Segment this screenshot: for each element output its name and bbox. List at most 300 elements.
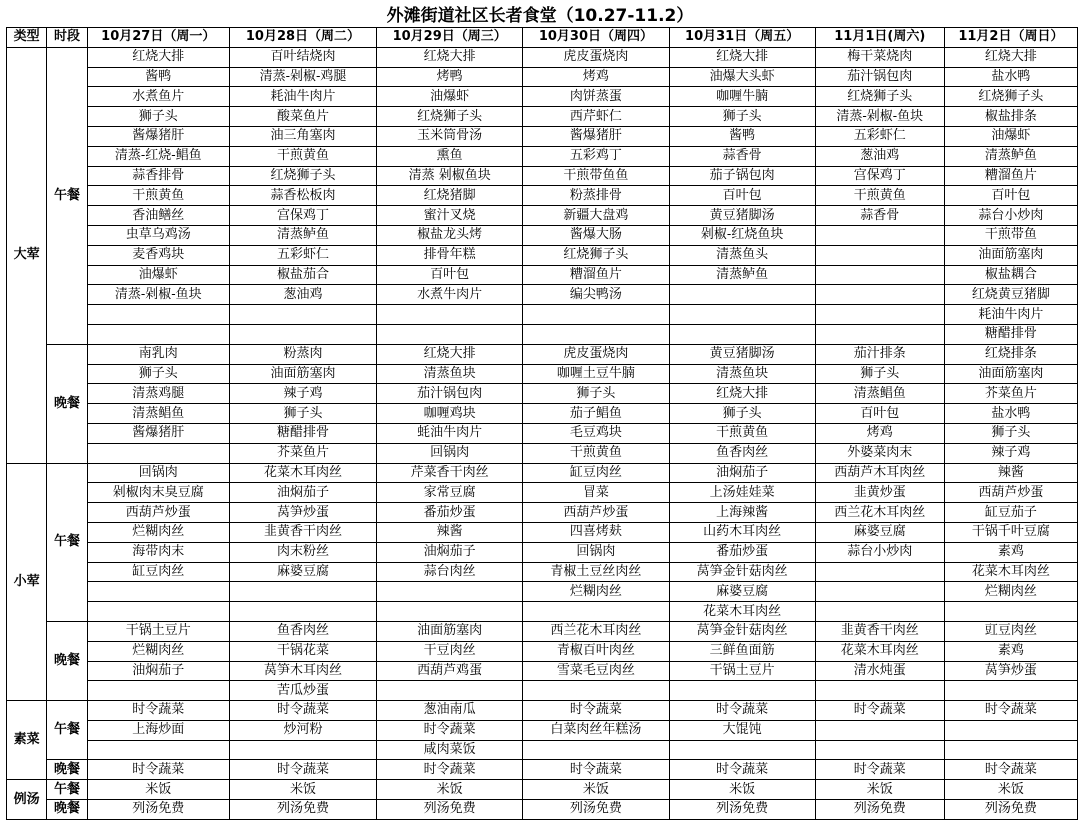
dish-cell: 盐水鸭 [944, 67, 1077, 87]
dish-cell [523, 324, 669, 344]
dish-cell: 西芹虾仁 [523, 107, 669, 127]
dish-cell: 蒜香松板肉 [229, 186, 376, 206]
dish-cell: 百叶结烧肉 [229, 47, 376, 67]
dish-cell: 西兰花木耳肉丝 [523, 621, 669, 641]
dish-cell: 红烧狮子头 [523, 245, 669, 265]
dish-cell: 狮子头 [87, 107, 229, 127]
dish-cell: 椒盐茄合 [229, 265, 376, 285]
dish-cell: 清蒸鱼头 [669, 245, 815, 265]
dish-cell: 葱油南瓜 [377, 701, 523, 721]
dish-cell: 剁椒-红烧鱼块 [669, 225, 815, 245]
dish-cell: 玉米筒骨汤 [377, 126, 523, 146]
dish-cell: 毛豆鸡块 [523, 423, 669, 443]
dish-cell: 狮子头 [669, 404, 815, 424]
table-row [7, 641, 1078, 661]
dish-cell: 宫保鸡丁 [229, 206, 376, 226]
dish-cell: 耗油牛肉片 [229, 87, 376, 107]
dish-cell: 葱油鸡 [229, 285, 376, 305]
dish-cell: 虫草乌鸡汤 [87, 225, 229, 245]
dish-cell: 狮子头 [815, 364, 944, 384]
dish-cell: 上海辣酱 [669, 503, 815, 523]
dish-cell: 白菜肉丝年糕汤 [523, 720, 669, 740]
dish-cell: 咖喱牛腩 [669, 87, 815, 107]
dish-cell [523, 740, 669, 760]
dish-cell: 莴笋金针菇肉丝 [669, 562, 815, 582]
dish-cell: 素鸡 [944, 542, 1077, 562]
table-row [7, 483, 1078, 503]
dish-cell: 烤鸡 [523, 67, 669, 87]
dish-cell: 炒河粉 [229, 720, 376, 740]
dish-cell: 百叶包 [377, 265, 523, 285]
dish-cell: 黄豆猪脚汤 [669, 344, 815, 364]
dish-cell: 红烧狮子头 [377, 107, 523, 127]
table-row [7, 384, 1078, 404]
dish-cell: 韭黄香干肉丝 [229, 522, 376, 542]
dish-cell: 油焖茄子 [669, 463, 815, 483]
dish-cell: 缸豆茄子 [944, 503, 1077, 523]
dish-cell [815, 740, 944, 760]
dish-cell: 辣酱 [377, 522, 523, 542]
period-cell: 晚餐 [47, 621, 87, 700]
table-row [7, 265, 1078, 285]
dish-cell: 三鲜鱼面筋 [669, 641, 815, 661]
dish-cell: 时令蔬菜 [669, 760, 815, 780]
dish-cell: 酱爆猪肝 [87, 423, 229, 443]
dish-cell: 红烧大排 [669, 384, 815, 404]
dish-cell: 油焖茄子 [87, 661, 229, 681]
dish-cell [229, 602, 376, 622]
dish-cell: 葱油鸡 [815, 146, 944, 166]
dish-cell: 韭黄炒蛋 [815, 483, 944, 503]
dish-cell: 莴笋金针菇肉丝 [669, 621, 815, 641]
dish-cell [815, 681, 944, 701]
dish-cell: 时令蔬菜 [669, 701, 815, 721]
dish-cell [87, 582, 229, 602]
dish-cell: 米饭 [523, 780, 669, 800]
dish-cell: 番茄炒蛋 [377, 503, 523, 523]
dish-cell: 西葫芦鸡蛋 [377, 661, 523, 681]
dish-cell: 水煮鱼片 [87, 87, 229, 107]
dish-cell: 油爆虾 [377, 87, 523, 107]
dish-cell: 青椒百叶肉丝 [523, 641, 669, 661]
header-period: 时段 [47, 28, 87, 48]
dish-cell: 咸肉菜饭 [377, 740, 523, 760]
dish-cell: 椒盐龙头烤 [377, 225, 523, 245]
table-row [7, 463, 1078, 483]
dish-cell: 花菜木耳肉丝 [229, 463, 376, 483]
dish-cell [815, 582, 944, 602]
dish-cell: 蒜香骨 [669, 146, 815, 166]
dish-cell: 蒜香骨 [815, 206, 944, 226]
dish-cell: 茄子锅包肉 [669, 166, 815, 186]
menu-table [6, 27, 1078, 820]
dish-cell: 素鸡 [944, 641, 1077, 661]
dish-cell: 回锅肉 [377, 443, 523, 463]
period-cell: 晚餐 [47, 760, 87, 780]
dish-cell: 麻婆豆腐 [815, 522, 944, 542]
dish-cell: 肉饼蒸蛋 [523, 87, 669, 107]
dish-cell [87, 324, 229, 344]
dish-cell: 百叶包 [944, 186, 1077, 206]
header-row [7, 28, 1078, 48]
dish-cell: 清蒸鲳鱼 [815, 384, 944, 404]
dish-cell: 干锅土豆片 [669, 661, 815, 681]
dish-cell: 清蒸-剁椒-鱼块 [815, 107, 944, 127]
table-row [7, 47, 1078, 67]
dish-cell: 宫保鸡丁 [815, 166, 944, 186]
table-row [7, 562, 1078, 582]
dish-cell: 咖喱土豆牛腩 [523, 364, 669, 384]
header-type: 类型 [7, 28, 47, 48]
table-row [7, 740, 1078, 760]
dish-cell: 雪菜毛豆肉丝 [523, 661, 669, 681]
dish-cell [944, 681, 1077, 701]
dish-cell: 干煎带鱼 [944, 225, 1077, 245]
dish-cell: 红烧大排 [669, 47, 815, 67]
category-cell: 素菜 [7, 701, 47, 780]
table-row [7, 602, 1078, 622]
dish-cell: 油面筋塞肉 [944, 245, 1077, 265]
period-cell: 晚餐 [47, 800, 87, 820]
dish-cell: 狮子头 [944, 423, 1077, 443]
dish-cell: 粉蒸排骨 [523, 186, 669, 206]
dish-cell: 茄汁锅包肉 [815, 67, 944, 87]
dish-cell: 干豆肉丝 [377, 641, 523, 661]
dish-cell: 花菜木耳肉丝 [669, 602, 815, 622]
dish-cell [815, 265, 944, 285]
dish-cell [377, 602, 523, 622]
dish-cell: 鱼香肉丝 [229, 621, 376, 641]
dish-cell: 五彩虾仁 [815, 126, 944, 146]
dish-cell: 麻婆豆腐 [229, 562, 376, 582]
dish-cell: 冒菜 [523, 483, 669, 503]
table-row [7, 225, 1078, 245]
dish-cell: 清蒸鲳鱼 [87, 404, 229, 424]
dish-cell: 酱鸭 [669, 126, 815, 146]
dish-cell: 酱鸭 [87, 67, 229, 87]
dish-cell: 时令蔬菜 [87, 760, 229, 780]
dish-cell: 烂糊肉丝 [523, 582, 669, 602]
dish-cell: 回锅肉 [523, 542, 669, 562]
dish-cell: 清蒸鱼块 [669, 364, 815, 384]
dish-cell: 椒盐耦合 [944, 265, 1077, 285]
dish-cell: 上汤娃娃菜 [669, 483, 815, 503]
dish-cell: 豇豆肉丝 [944, 621, 1077, 641]
dish-cell: 红烧大排 [944, 47, 1077, 67]
dish-cell [377, 305, 523, 325]
dish-cell: 烂糊肉丝 [944, 582, 1077, 602]
dish-cell [377, 681, 523, 701]
dish-cell: 干煎带鱼鱼 [523, 166, 669, 186]
dish-cell: 南乳肉 [87, 344, 229, 364]
dish-cell: 番茄炒蛋 [669, 542, 815, 562]
dish-cell: 列汤免费 [669, 800, 815, 820]
dish-cell: 莴笋木耳肉丝 [229, 661, 376, 681]
table-row [7, 364, 1078, 384]
dish-cell: 红烧狮子头 [944, 87, 1077, 107]
dish-cell: 列汤免费 [87, 800, 229, 820]
dish-cell: 列汤免费 [944, 800, 1077, 820]
dish-cell: 家常豆腐 [377, 483, 523, 503]
dish-cell: 油焖茄子 [377, 542, 523, 562]
dish-cell: 花菜木耳肉丝 [815, 641, 944, 661]
dish-cell [815, 324, 944, 344]
table-row [7, 87, 1078, 107]
dish-cell: 西葫芦木耳肉丝 [815, 463, 944, 483]
dish-cell [523, 681, 669, 701]
dish-cell [815, 602, 944, 622]
dish-cell [815, 225, 944, 245]
category-cell: 大荤 [7, 47, 47, 463]
dish-cell: 米饭 [944, 780, 1077, 800]
period-cell: 午餐 [47, 47, 87, 344]
dish-cell: 茄汁排条 [815, 344, 944, 364]
dish-cell: 缸豆肉丝 [523, 463, 669, 483]
table-row [7, 166, 1078, 186]
dish-cell: 时令蔬菜 [815, 701, 944, 721]
dish-cell: 韭黄香干肉丝 [815, 621, 944, 641]
dish-cell: 蒜台小炒肉 [944, 206, 1077, 226]
dish-cell [87, 443, 229, 463]
dish-cell: 蒜香排骨 [87, 166, 229, 186]
dish-cell: 编尖鸭汤 [523, 285, 669, 305]
dish-cell [229, 305, 376, 325]
dish-cell: 干煎黄鱼 [229, 146, 376, 166]
dish-cell: 红烧大排 [377, 344, 523, 364]
table-row [7, 305, 1078, 325]
dish-cell: 莴笋炒蛋 [944, 661, 1077, 681]
dish-cell [944, 720, 1077, 740]
dish-cell [669, 740, 815, 760]
dish-cell: 列汤免费 [229, 800, 376, 820]
table-row [7, 107, 1078, 127]
dish-cell: 糟溜鱼片 [944, 166, 1077, 186]
table-row [7, 681, 1078, 701]
header-day: 10月30日（周四） [523, 28, 669, 48]
dish-cell [669, 285, 815, 305]
dish-cell: 红烧大排 [377, 47, 523, 67]
dish-cell: 清蒸鲈鱼 [669, 265, 815, 285]
dish-cell: 五彩鸡丁 [523, 146, 669, 166]
table-row [7, 245, 1078, 265]
dish-cell: 四喜烤麸 [523, 522, 669, 542]
period-cell: 午餐 [47, 463, 87, 621]
header-day: 11月2日（周日） [944, 28, 1077, 48]
dish-cell: 油面筋塞肉 [229, 364, 376, 384]
dish-cell: 红烧大排 [87, 47, 229, 67]
dish-cell: 茄子鲳鱼 [523, 404, 669, 424]
dish-cell: 五彩虾仁 [229, 245, 376, 265]
dish-cell: 清蒸鸡腿 [87, 384, 229, 404]
dish-cell [815, 245, 944, 265]
table-row [7, 760, 1078, 780]
dish-cell [377, 582, 523, 602]
dish-cell: 海带肉末 [87, 542, 229, 562]
dish-cell: 列汤免费 [523, 800, 669, 820]
dish-cell [669, 681, 815, 701]
table-row [7, 67, 1078, 87]
dish-cell: 山药木耳肉丝 [669, 522, 815, 542]
dish-cell: 粉蒸肉 [229, 344, 376, 364]
dish-cell: 时令蔬菜 [377, 720, 523, 740]
category-cell: 例汤 [7, 780, 47, 820]
dish-cell [87, 740, 229, 760]
dish-cell: 辣子鸡 [944, 443, 1077, 463]
dish-cell: 辣酱 [944, 463, 1077, 483]
dish-cell: 百叶包 [815, 404, 944, 424]
dish-cell: 芹菜香干肉丝 [377, 463, 523, 483]
dish-cell: 油爆虾 [87, 265, 229, 285]
dish-cell: 百叶包 [669, 186, 815, 206]
dish-cell: 米饭 [815, 780, 944, 800]
dish-cell [229, 324, 376, 344]
table-row [7, 443, 1078, 463]
table-row [7, 621, 1078, 641]
dish-cell: 米饭 [87, 780, 229, 800]
dish-cell: 麦香鸡块 [87, 245, 229, 265]
dish-cell: 蒜台肉丝 [377, 562, 523, 582]
dish-cell: 黄豆猪脚汤 [669, 206, 815, 226]
dish-cell: 麻婆豆腐 [669, 582, 815, 602]
title-text: 外滩街道社区长者食堂（10.27-11.2） [386, 6, 694, 26]
table-row [7, 780, 1078, 800]
dish-cell [87, 602, 229, 622]
dish-cell: 狮子头 [523, 384, 669, 404]
dish-cell [87, 681, 229, 701]
dish-cell: 新疆大盘鸡 [523, 206, 669, 226]
dish-cell [669, 324, 815, 344]
dish-cell: 排骨年糕 [377, 245, 523, 265]
dish-cell: 芥菜鱼片 [944, 384, 1077, 404]
dish-cell: 油面筋塞肉 [944, 364, 1077, 384]
dish-cell [815, 305, 944, 325]
dish-cell: 列汤免费 [377, 800, 523, 820]
dish-cell: 干煎黄鱼 [523, 443, 669, 463]
dish-cell: 干煎黄鱼 [669, 423, 815, 443]
dish-cell: 清蒸-剁椒-鸡腿 [229, 67, 376, 87]
dish-cell: 回锅肉 [87, 463, 229, 483]
table-row [7, 522, 1078, 542]
dish-cell: 莴笋炒蛋 [229, 503, 376, 523]
table-row [7, 582, 1078, 602]
dish-cell [87, 305, 229, 325]
dish-cell: 蒜台小炒肉 [815, 542, 944, 562]
dish-cell [669, 305, 815, 325]
dish-cell: 咖喱鸡块 [377, 404, 523, 424]
dish-cell: 油爆大头虾 [669, 67, 815, 87]
dish-cell: 西葫芦炒蛋 [944, 483, 1077, 503]
dish-cell [815, 562, 944, 582]
dish-cell: 西兰花木耳肉丝 [815, 503, 944, 523]
dish-cell: 香油鳝丝 [87, 206, 229, 226]
dish-cell: 糖醋排骨 [944, 324, 1077, 344]
dish-cell: 红烧黄豆猪脚 [944, 285, 1077, 305]
dish-cell: 大馄饨 [669, 720, 815, 740]
dish-cell: 红烧排条 [944, 344, 1077, 364]
dish-cell: 清水炖蛋 [815, 661, 944, 681]
table-row [7, 324, 1078, 344]
table-row [7, 800, 1078, 820]
header-day: 10月29日（周三） [377, 28, 523, 48]
header-day: 10月28日（周二） [229, 28, 376, 48]
table-row [7, 720, 1078, 740]
dish-cell: 酱爆猪肝 [87, 126, 229, 146]
dish-cell: 熏鱼 [377, 146, 523, 166]
dish-cell: 缸豆肉丝 [87, 562, 229, 582]
period-cell: 午餐 [47, 701, 87, 760]
dish-cell [815, 720, 944, 740]
dish-cell: 时令蔬菜 [87, 701, 229, 721]
dish-cell: 红烧狮子头 [229, 166, 376, 186]
dish-cell: 红烧猪脚 [377, 186, 523, 206]
dish-cell: 油三角塞肉 [229, 126, 376, 146]
dish-cell: 清蒸-红烧-鲳鱼 [87, 146, 229, 166]
table-row [7, 206, 1078, 226]
table-row [7, 126, 1078, 146]
header-day: 10月31日（周五） [669, 28, 815, 48]
dish-cell: 外婆菜肉末 [815, 443, 944, 463]
dish-cell: 蜜汁叉烧 [377, 206, 523, 226]
dish-cell: 干锅土豆片 [87, 621, 229, 641]
period-cell: 晚餐 [47, 344, 87, 463]
dish-cell [523, 602, 669, 622]
dish-cell: 清蒸鲈鱼 [944, 146, 1077, 166]
dish-cell: 干煎黄鱼 [815, 186, 944, 206]
dish-cell: 烂糊肉丝 [87, 641, 229, 661]
dish-cell: 酸菜鱼片 [229, 107, 376, 127]
header-day: 10月27日（周一） [87, 28, 229, 48]
dish-cell: 时令蔬菜 [944, 760, 1077, 780]
dish-cell: 鱼香肉丝 [669, 443, 815, 463]
dish-cell [944, 602, 1077, 622]
dish-cell [229, 740, 376, 760]
dish-cell: 烂糊肉丝 [87, 522, 229, 542]
dish-cell: 时令蔬菜 [944, 701, 1077, 721]
dish-cell: 糟溜鱼片 [523, 265, 669, 285]
dish-cell: 烤鸡 [815, 423, 944, 443]
table-row [7, 344, 1078, 364]
dish-cell: 剁椒肉末臭豆腐 [87, 483, 229, 503]
dish-cell: 蚝油牛肉片 [377, 423, 523, 443]
dish-cell: 狮子头 [229, 404, 376, 424]
dish-cell: 时令蔬菜 [523, 701, 669, 721]
table-row [7, 186, 1078, 206]
dish-cell: 苦瓜炒蛋 [229, 681, 376, 701]
dish-cell: 青椒土豆丝肉丝 [523, 562, 669, 582]
dish-cell: 糖醋排骨 [229, 423, 376, 443]
table-row [7, 503, 1078, 523]
sheet-title [0, 0, 1080, 27]
dish-cell: 时令蔬菜 [229, 701, 376, 721]
dish-cell: 时令蔬菜 [523, 760, 669, 780]
dish-cell: 油爆虾 [944, 126, 1077, 146]
dish-cell: 米饭 [377, 780, 523, 800]
dish-cell: 米饭 [229, 780, 376, 800]
dish-cell [944, 740, 1077, 760]
dish-cell: 辣子鸡 [229, 384, 376, 404]
dish-cell: 红烧狮子头 [815, 87, 944, 107]
dish-cell: 油焖茄子 [229, 483, 376, 503]
dish-cell: 西葫芦炒蛋 [87, 503, 229, 523]
dish-cell: 列汤免费 [815, 800, 944, 820]
dish-cell: 茄汁锅包肉 [377, 384, 523, 404]
dish-cell: 水煮牛肉片 [377, 285, 523, 305]
dish-cell: 椒盐排条 [944, 107, 1077, 127]
dish-cell: 米饭 [669, 780, 815, 800]
dish-cell: 清蒸鲈鱼 [229, 225, 376, 245]
dish-cell: 酱爆猪肝 [523, 126, 669, 146]
dish-cell [523, 305, 669, 325]
